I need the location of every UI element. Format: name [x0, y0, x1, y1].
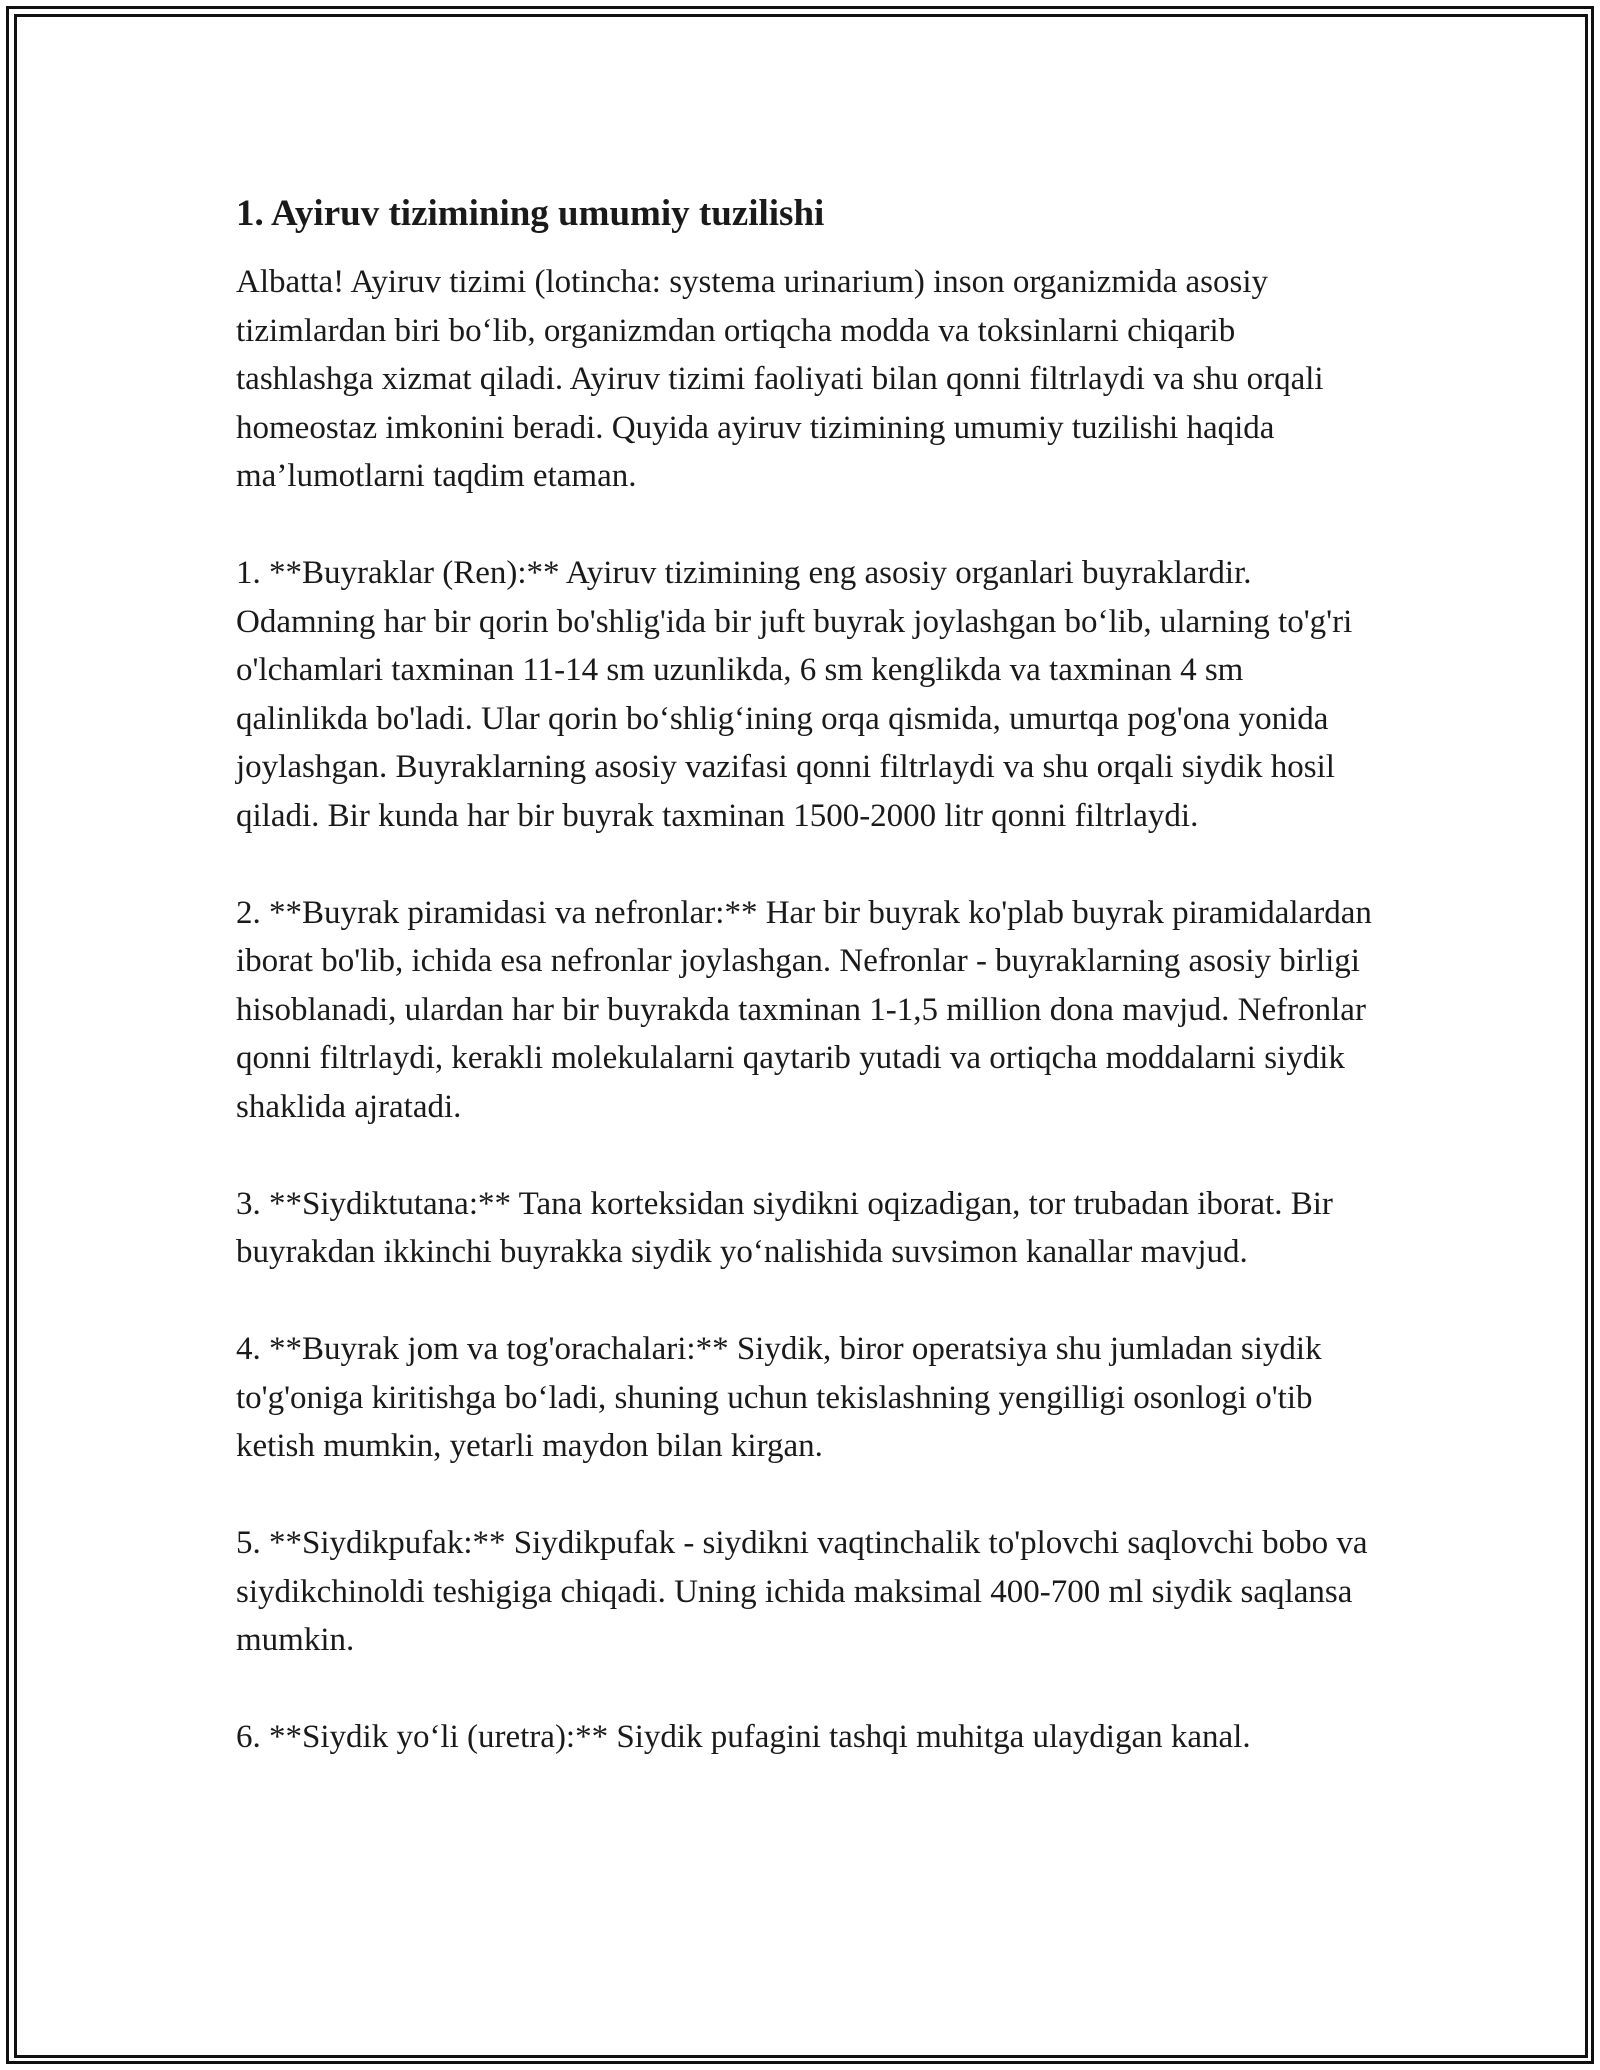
document-title: 1. Ayiruv tizimining umumiy tuzilishi	[236, 193, 825, 234]
list-item-siydiktutana: 3. **Siydiktutana:** Tana korteksidan siydikni oqizadigan, tor trubadan iborat. Bir buyrakdan ikkinchi buyrakka siydik yo‘nalishida suvsimon kanallar mavjud.	[236, 1185, 1333, 1270]
list-item-siydik-yoli: 6. **Siydik yo‘li (uretra):** Siydik pufagini tashqi muhitga ulaydigan kanal.	[236, 1719, 1251, 1755]
intro-paragraph: Albatta! Ayiruv tizimi (lotincha: systema urinarium) inson organizmida asosiy tizimlardan biri bo‘lib, organizmdan ortiqcha modda va toksinlarni chiqarib tashlashga xizmat qiladi. Ayiruv tizimi faoliyati bilan qonni filtrlaydi va shu orqali homeostaz imkonini beradi. Quyida ayiruv tizimining umumiy tuzilishi haqida ma’lumotlarni taqdim etaman.	[236, 264, 1324, 494]
list-item-buyrak-piramidasi: 2. **Buyrak piramidasi va nefronlar:** Har bir buyrak ko'plab buyrak piramidalardan iborat bo'lib, ichida esa nefronlar joylashgan. Nefronlar - buyraklarning asosiy birligi hisoblanadi, ulardan har bir buyrakda taxminan 1-1,5 million dona mavjud. Nefronlar qonni filtrlaydi, kerakli molekulalarni qaytarib yutadi va ortiqcha moddalarni siydik shaklida ajratadi.	[236, 894, 1372, 1125]
document-body	[236, 190, 1376, 1762]
list-item-buyrak-jom: 4. **Buyrak jom va tog'orachalari:** Siydik, biror operatsiya shu jumladan siydik to'g'oniga kiritishga bo‘ladi, shuning uchun tekislashning yengilligi osonlogi o'tib ketish mumkin, yetarli maydon bilan kirgan.	[236, 1331, 1322, 1464]
list-item-siydikpufak: 5. **Siydikpufak:** Siydikpufak - siydikni vaqtinchalik to'plovchi saqlovchi bobo va siydikchinoldi teshigiga chiqadi. Uning ichida maksimal 400-700 ml siydik saqlansa mumkin.	[236, 1525, 1368, 1658]
list-item-buyraklar: 1. **Buyraklar (Ren):** Ayiruv tizimining eng asosiy organlari buyraklardir. Odamning har bir qorin bo'shlig'ida bir juft buyrak joylashgan bo‘lib, ularning to'g'ri o'lchamlari taxminan 11-14 sm uzunlikda, 6 sm kenglikda va taxminan 4 sm qalinlikda bo'ladi. Ular qorin bo‘shlig‘ining orqa qismida, umurtqa pog'ona yonida joylashgan. Buyraklarning asosiy vazifasi qonni filtrlaydi va shu orqali siydik hosil qiladi. Bir kunda har bir buyrak taxminan 1500-2000 litr qonni filtrlaydi.	[236, 555, 1353, 834]
